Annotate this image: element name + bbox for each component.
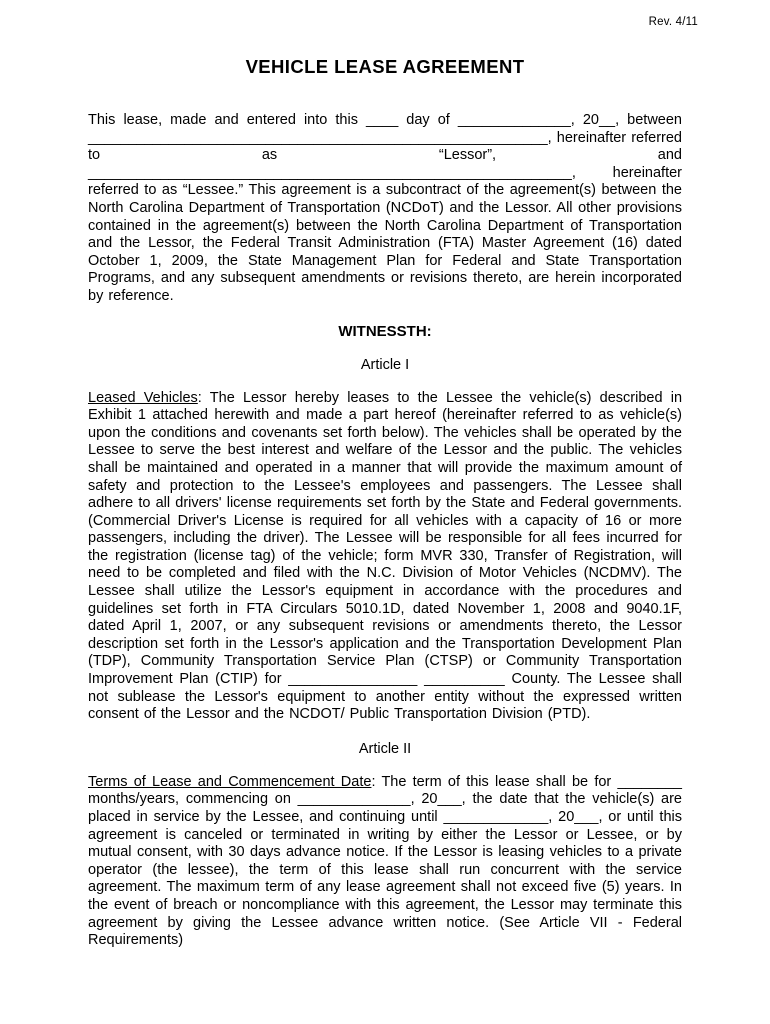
- article-1-heading: Article I: [360, 356, 410, 373]
- document-title: VEHICLE LEASE AGREEMENT: [245, 56, 525, 77]
- article-2-body: : The term of this lease shall be for ________ months/years, commencing on ______________, 20___, the date that the vehicle(s) are placed in service by the Lessee, and continuing until _____________, 20___, or until this agreement is canceled or terminated in writing by either the Lessor or Lessee, or by mutual consent, with 30 days advance notice. If the Lessor is leasing vehicles to a private operator (the lessee), the term of this lease shall run concurrent with the service agreement. The maximum term of any lease agreement shall not exceed five (5) years. In the event of breach or noncompliance with this agreement, the Lessor may terminate this agreement by giving the Lessee advance written notice. (See Article VII - Federal Requirements): [88, 773, 683, 949]
- article-2-paragraph: [88, 774, 682, 950]
- article-1-lead: Leased Vehicles: [88, 389, 198, 406]
- witnesseth-heading: WITNESSTH:: [338, 322, 432, 340]
- revision-label: Rev. 4/11: [648, 16, 698, 28]
- article-1-paragraph: [88, 390, 682, 724]
- intro-paragraph: This lease, made and entered into this ____ day of ______________, 20__, between _________________________________________________________, hereinafter referred to as “Lessor”, and ____________________________________________________________, hereinafter referred to as “Lessee.” This agreement is a subcontract of the agreement(s) between the North Carolina Department of Transportation (NCDoT) and the Lessor. All other provisions contained in the agreement(s) between the North Carolina Department of Transportation and the Lessor, the Federal Transit Administration (FTA) Master Agreement (16) dated October 1, 2009, the State Management Plan for Federal and State Transportation Programs, and any subsequent amendments or revisions thereto, are herein incorporated by reference.: [88, 112, 682, 304]
- article-2-lead: Terms of Lease and Commencement Date: [88, 773, 372, 790]
- article-1-body: : The Lessor hereby leases to the Lessee the vehicle(s) described in Exhibit 1 attached herewith and made a part hereof (hereinafter referred to as vehicle(s) upon the conditions and covenants set forth below). The vehicles shall be operated by the Lessee to serve the best interest and welfare of the Lessor and the public. The vehicles shall be maintained and operated in a manner that will provide the maximum amount of safety and protection to the Lessee's employees and passengers. The Lessee shall adhere to all drivers' license requirements set forth by the State and Federal governments. (Commercial Driver's License is required for all vehicles with a capacity of 16 or more passengers, including the driver). The Lessee will be responsible for all fees incurred for the registration (license tag) of the vehicle; form MVR 330, Transfer of Registration, will need to be completed and filed with the N.C. Division of Motor Vehicles (NCDMV). The Lessee shall utilize the Lessor's equipment in accordance with the procedures and guidelines set forth in FTA Circulars 5010.1D, dated November 1, 2008 and 9040.1F, dated April 1, 2007, or any subsequent revisions or amendments thereto, the Lessor description set forth in the Lessor's application and the Transportation Development Plan (TDP), Community Transportation Service Plan (CTSP) or Community Transportation Improvement Plan (CTIP) for ________________ __________ County. The Lessee shall not sublease the Lessor's equipment to another entity without the expressed written consent of the Lessor and the NCDOT/ Public Transportation Division (PTD).: [88, 389, 683, 723]
- article-2-heading: Article II: [358, 740, 412, 757]
